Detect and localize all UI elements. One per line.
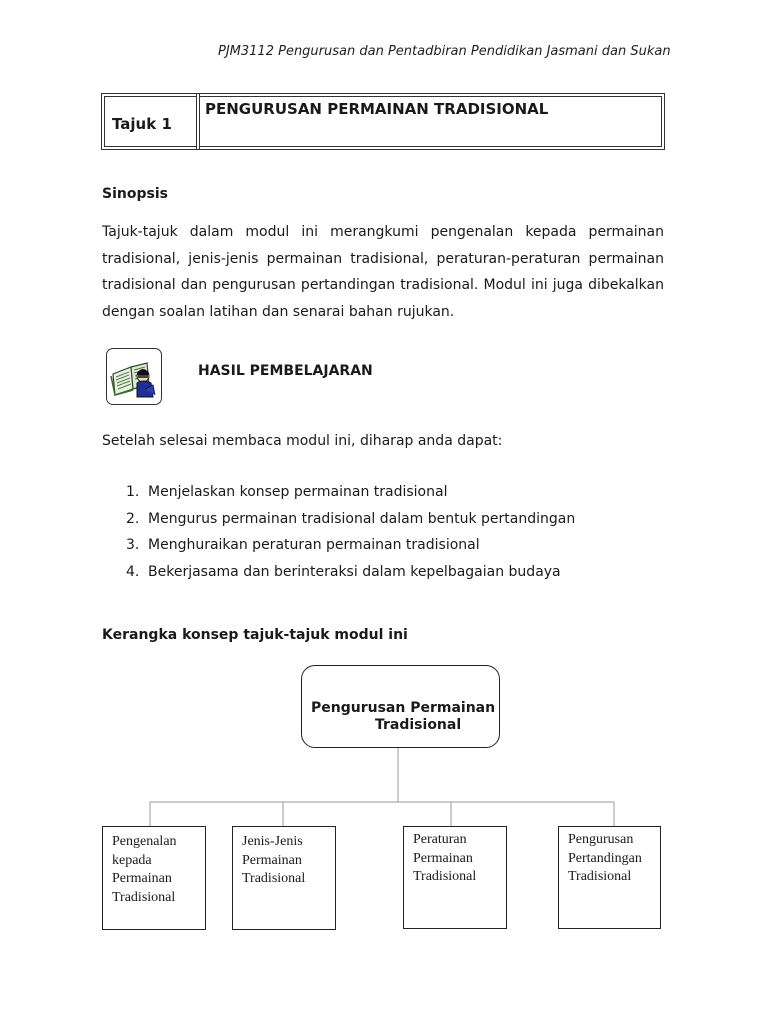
framework-node-rules: [403, 826, 507, 929]
learning-outcomes-intro: Setelah selesai membaca modul ini, diharap anda dapat:: [102, 433, 503, 449]
synopsis-line: tradisional, jenis-jenis permainan tradisional, peraturan-peraturan permainan: [102, 250, 664, 267]
list-item: [126, 537, 575, 564]
topic-label: Tajuk 1: [112, 115, 172, 133]
node-line: Tradisional: [242, 871, 306, 886]
synopsis-heading: Sinopsis: [102, 186, 168, 202]
node-line: Peraturan: [413, 832, 467, 847]
list-item: [126, 511, 575, 538]
node-line: Pertandingan: [568, 850, 642, 866]
synopsis-line: tradisional dan pengurusan pertandingan tradisional. Modul ini juga dibekalkan: [102, 277, 664, 293]
node-line: Tradisional: [413, 869, 477, 884]
synopsis-paragraph: [102, 219, 664, 325]
framework-node-competition-management: [558, 826, 661, 929]
synopsis-line: dengan soalan latihan dan senarai bahan rujukan.: [102, 303, 455, 320]
synopsis-line: Tajuk-tajuk dalam modul ini merangkumi pengenalan kepada permainan: [102, 224, 664, 240]
topic-title: PENGURUSAN PERMAINAN TRADISIONAL: [205, 100, 549, 118]
learning-outcomes-list: [126, 484, 575, 590]
list-text: Menghuraikan peraturan permainan tradisional: [148, 537, 480, 553]
node-line: Tradisional: [112, 889, 176, 905]
node-line: Tradisional: [568, 869, 632, 884]
list-number: 4.: [126, 563, 140, 580]
list-number: 1.: [126, 484, 140, 500]
node-line: Jenis-Jenis: [242, 834, 303, 849]
list-item: [126, 564, 575, 591]
learning-outcomes-heading: HASIL PEMBELAJARAN: [198, 363, 373, 379]
topic-divider: [196, 94, 200, 149]
node-line: Permainan: [413, 850, 473, 866]
list-number: 3.: [126, 537, 140, 553]
framework-heading: Kerangka konsep tajuk-tajuk modul ini: [102, 627, 408, 643]
framework-node-types: [232, 826, 336, 930]
list-text: Menjelaskan konsep permainan tradisional: [148, 484, 448, 500]
node-line: kepada: [112, 852, 152, 868]
node-line: Pengurusan: [568, 832, 634, 847]
node-line: Pengenalan: [112, 834, 177, 849]
framework-root-node: [301, 665, 500, 748]
node-line: Permainan: [112, 871, 172, 886]
node-line: Permainan: [242, 852, 302, 868]
running-header: PJM3112 Pengurusan dan Pentadbiran Pendidikan Jasmani dan Sukan: [218, 44, 671, 59]
list-number: 2.: [126, 510, 140, 527]
reading-book-icon: [106, 348, 162, 405]
list-text: Mengurus permainan tradisional dalam bentuk pertandingan: [148, 510, 576, 527]
list-text: Bekerjasama dan berinteraksi dalam kepelbagaian budaya: [148, 563, 561, 580]
root-node-line: Tradisional: [375, 717, 462, 733]
root-node-line: Pengurusan Permainan: [311, 700, 496, 716]
topic-title-box: [101, 93, 665, 150]
framework-node-introduction: [102, 826, 206, 930]
list-item: [126, 484, 575, 511]
